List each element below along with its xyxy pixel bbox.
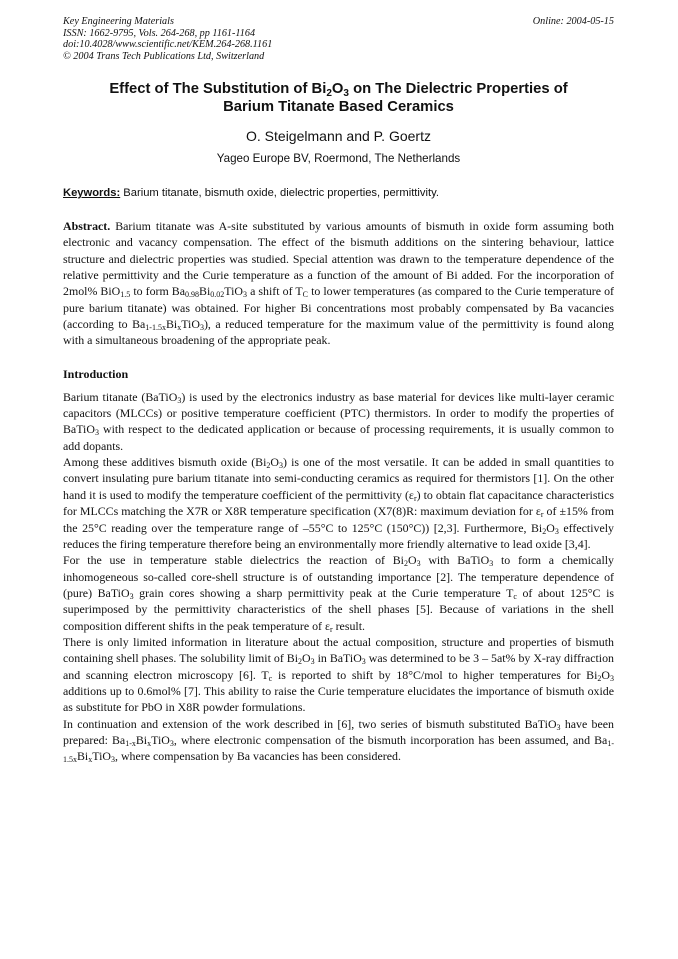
online-date: Online: 2004-05-15 bbox=[532, 16, 614, 27]
intro-paragraph-4: There is only limited information in literature about the actual composition, structure and properties of bismuth containing shell phases. The solubility limit of $Bi_2O_3$ in BaTiO$_3$ was determined to be 3 – 5at% by X-ray diffraction and scanning electron microscopy [6]. $T_c$ is reported to shift by 18°C/mol to higher temperatures for $Bi_2O_3$ additions up to 0.6mol% [7]. This ability to raise the Curie temperature elucidates the importance of bismuth oxide as substitute for PbO in X8R powder formulations. bbox=[63, 634, 615, 715]
abstract-label: Abstract. bbox=[63, 219, 111, 233]
paper-page bbox=[63, 16, 614, 765]
issn-line: ISSN: 1662-9795, Vols. 264-268, pp 1161-1164 bbox=[63, 27, 256, 39]
intro-paragraph-1: Barium titanate (BaTiO$_3$) is used by the electronics industry as base material for devices like multi-layer ceramic capacitors (MLCCs) or positive temperature coefficient (PTC) thermistors. In order to modify the properties of BaTiO$_3$ with respect to the dedicated application or because of processing requirements, it is usually common to add dopants. bbox=[63, 389, 614, 453]
keywords bbox=[63, 186, 614, 200]
journal-name: Key Engineering Materials bbox=[63, 16, 174, 27]
journal-header bbox=[63, 16, 614, 64]
affiliation: Yageo Europe BV, Roermond, The Netherlands bbox=[216, 152, 461, 165]
keywords-text: Barium titanate, bismuth oxide, dielectric properties, permittivity. bbox=[120, 187, 439, 199]
intro-paragraph-2: Among these additives bismuth oxide $(Bi_2O_3)$ is one of the most versatile. It can be added in small quantities to convert insulating pure barium titanate into semi-conducting ceramics as required for thermistors [1]. On the other hand it is used to modify the temperature coefficient of the permittivity $(\varepsilon_r)$ to obtain flat capacitance characteristics for MLCCs matching the X7R or X8R temperature specification (X7(8)R: maximum deviation for $\varepsilon_r$ of ±15% from the 25°C reading over the temperature range of –55°C to 125°C (150°C)) [2,3]. Furthermore, $Bi_2O_3$ effectively reduces the firing temperature therefore being an environmentally more friendly alternative to lead oxide [3,4]. bbox=[63, 455, 615, 551]
intro-paragraph-5: In continuation and extension of the work described in [6], two series of bismuth substituted BaTiO$_3$ have been prepared: $Ba_{1-x}Bi_xTiO_3$, where electronic compensation of the bismuth incorporation has been assumed, and $Ba_{1-1.5x}Bi_xTiO_3$, where compensation by Ba vacancies has been considered. bbox=[63, 716, 614, 765]
copyright-line: © 2004 Trans Tech Publications Ltd, Switzerland bbox=[63, 50, 265, 62]
abstract: Abstract. Barium titanate was A-site substituted by various amounts of bismuth in oxide form assuming both electronic and vacancy compensation. The effect of the bismuth additions on the sintering behaviour, lattice structure and dielectric properties was studied. Special attention was drawn to the temperature dependence of the relative permittivity and the Curie temperature as a function of the amount of Bi added. For the incorporation of 2mol% BiO$_{1.5}$ to form $Ba_{0.98}Bi_{0.02}TiO_3$ a shift of $T_C$ to lower temperatures (as compared to the Curie temperature of pure barium titanate) was obtained. For higher Bi concentrations most probably compensated by Ba vacancies (according to $Ba_{1-1.5x}Bi_xTiO_3$), a reduced temperature for the maximum value of the permittivity is found along with a simultaneous broadening of the appropriate peak. bbox=[63, 219, 614, 348]
doi-line: doi:10.4028/www.scientific.net/KEM.264-268.1161 bbox=[63, 39, 273, 50]
paper-title: Effect of The Substitution of $Bi_2O_3$ on The Dielectric Properties of Barium Titanate Based Ceramics bbox=[109, 81, 568, 115]
authors: O. Steigelmann and P. Goertz bbox=[246, 128, 431, 144]
intro-paragraph-3: For the use in temperature stable dielectrics the reaction of $Bi_2O_3$ with BaTiO$_3$ to form a chemically inhomogeneous so-called core-shell structure is of outstanding importance [2]. The temperature dependence of (pure) BaTiO$_3$ grain cores showing a sharp permittivity peak at the Curie temperature $T_c$ of about 125°C is superimposed by the permittivity characteristics of the shell phases [5]. Because of variations in the shell composition different shifts in the peak temperature of $\varepsilon_r$ result. bbox=[63, 553, 615, 634]
section-heading-introduction: Introduction bbox=[63, 366, 129, 381]
keywords-label: Keywords: bbox=[63, 187, 121, 199]
